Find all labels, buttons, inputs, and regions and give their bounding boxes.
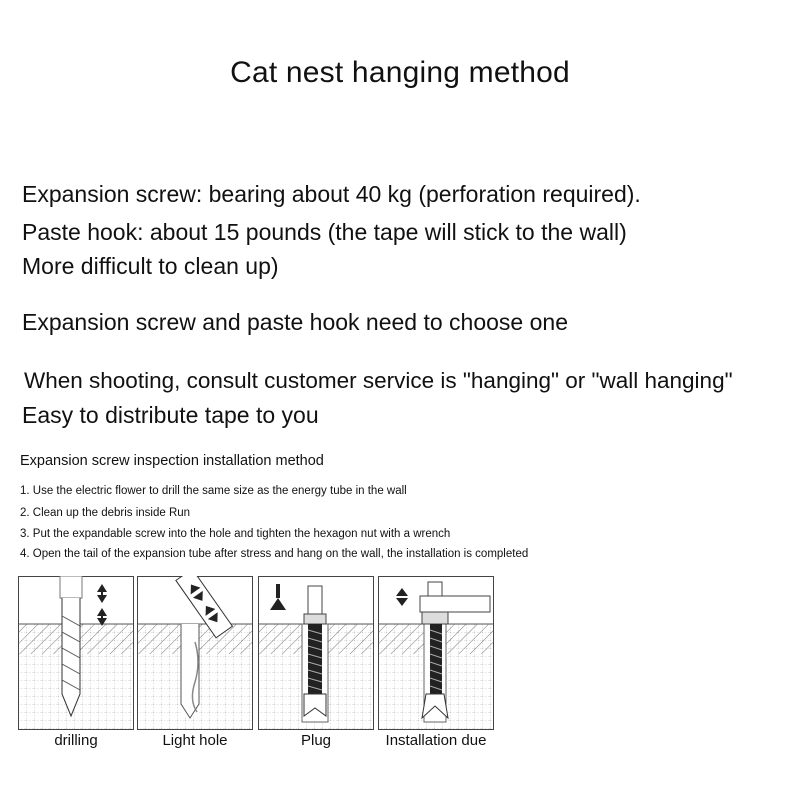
installation-step: 2. Clean up the debris inside Run [20,507,191,519]
installation-step: 4. Open the tail of the expansion tube after stress and hang on the wall, the installation is completed [20,548,529,560]
plug-panel [258,576,374,730]
expansion-screw-note: Expansion screw: bearing about 40 kg (perforation required). [22,181,641,207]
drilling-caption: drilling [54,732,98,749]
installation-step: 1. Use the electric flower to drill the same size as the energy tube in the wall [20,485,407,497]
page-title: Cat nest hanging method [230,56,570,89]
expansion-plug-icon [258,576,374,730]
drilling-panel [18,576,134,730]
wrench-installed-screw-icon [378,576,494,730]
installation-caption: Installation due [385,732,487,749]
light-hole-caption: Light hole [162,732,228,749]
installation-step: 3. Put the expandable screw into the hole and tighten the hexagon nut with a wrench [20,528,451,540]
installation-heading: Expansion screw inspection installation method [20,453,324,469]
installation-panel [378,576,494,730]
light-hole-panel [137,576,253,730]
tape-note: Easy to distribute tape to you [22,402,319,428]
customer-service-note: When shooting, consult customer service is "hanging" or "wall hanging" [24,368,733,393]
plug-caption: Plug [300,732,332,749]
choose-one-note: Expansion screw and paste hook need to choose one [22,309,568,335]
paste-hook-note: Paste hook: about 15 pounds (the tape will stick to the wall) [22,219,627,245]
cleaning-tube-icon [137,576,253,730]
cleanup-note: More difficult to clean up) [22,253,279,279]
drill-bit-icon [18,576,134,730]
